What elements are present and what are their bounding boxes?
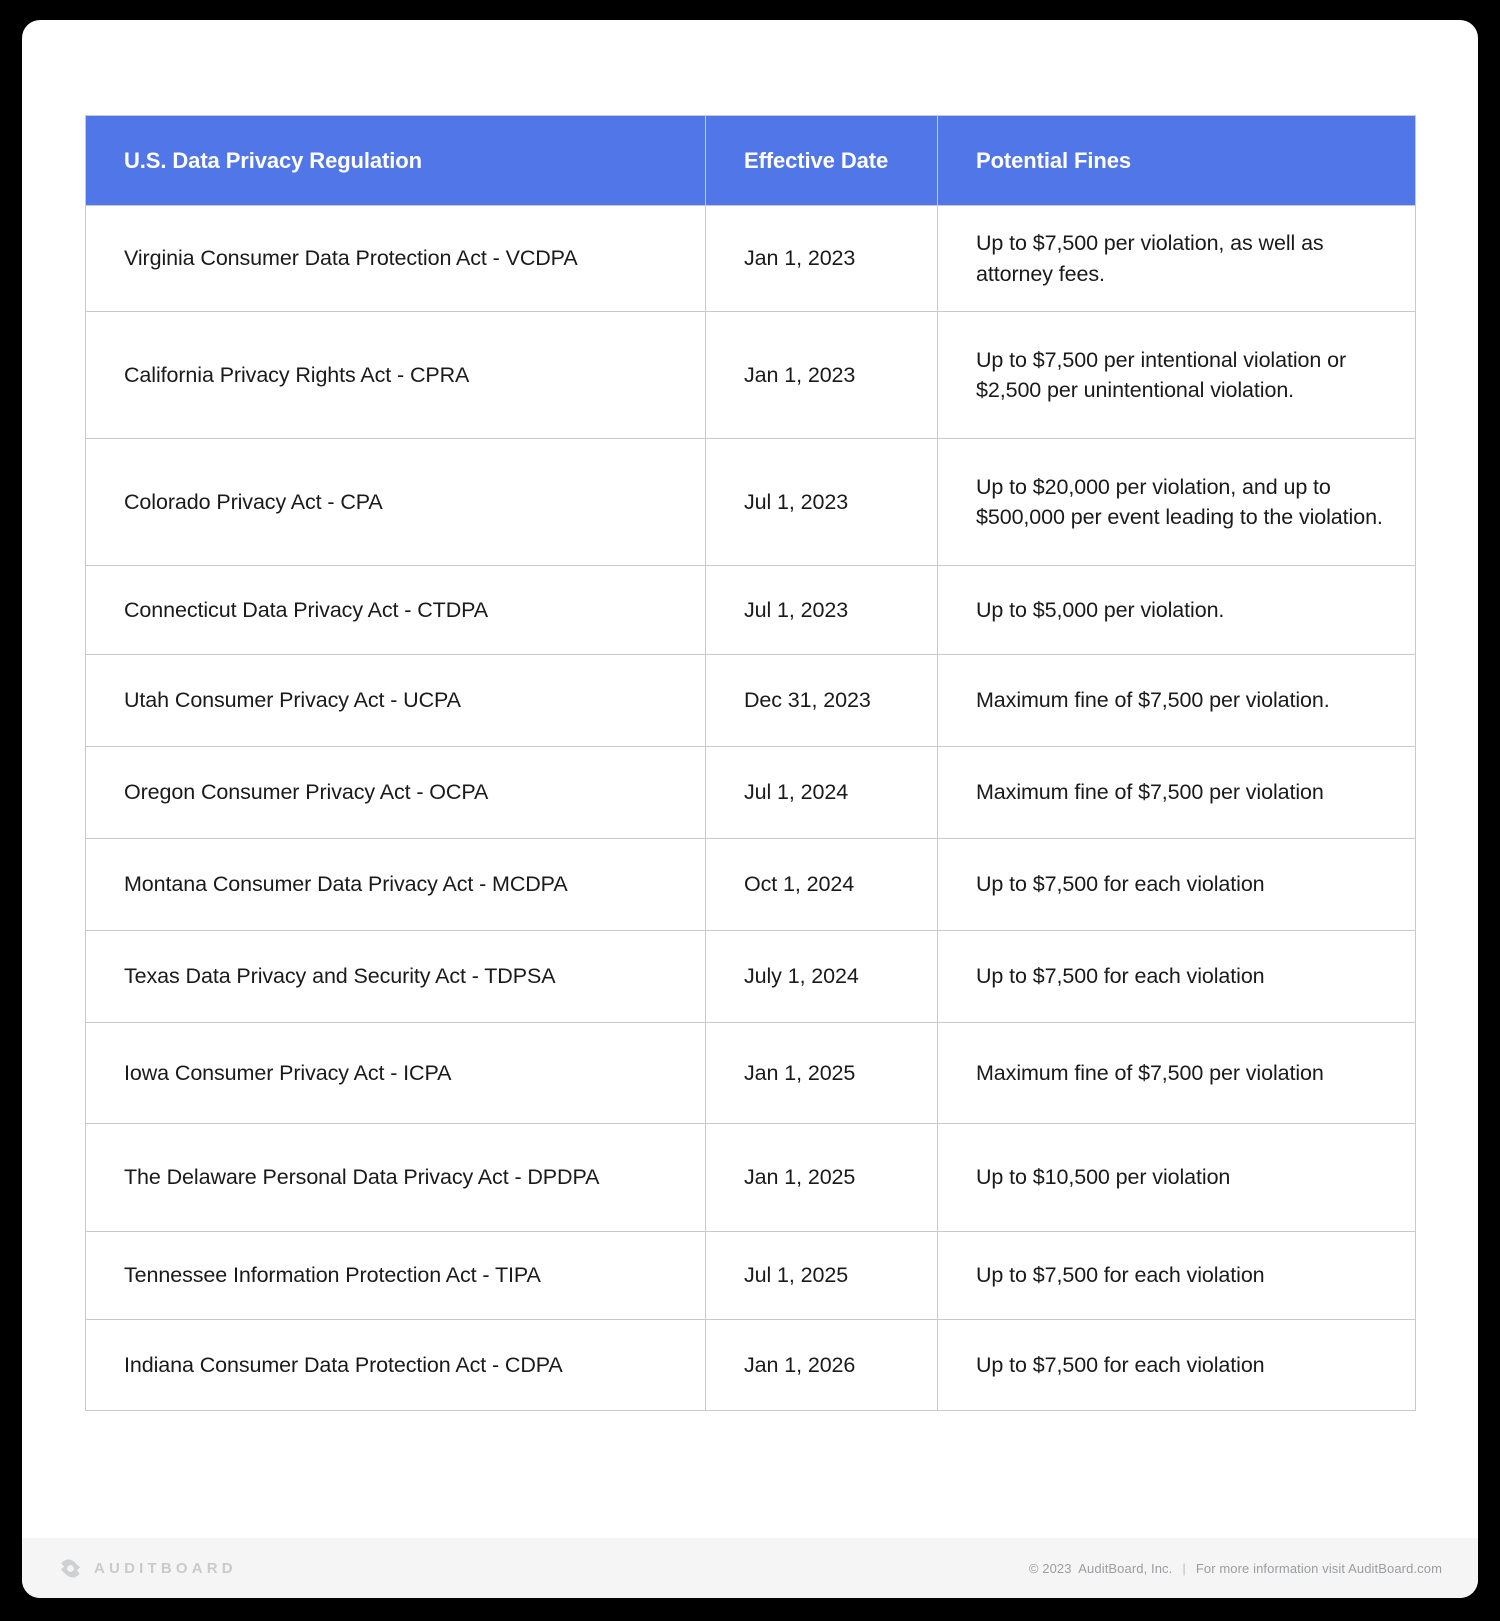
cell-effective-date: Jan 1, 2025 (706, 1023, 938, 1124)
table-row (86, 1320, 1416, 1411)
cell-potential-fines: Up to $10,500 per violation (938, 1124, 1416, 1232)
cell-effective-date: Jan 1, 2023 (706, 312, 938, 439)
footer-legal (1029, 1561, 1442, 1576)
us-data-privacy-regulations-table (85, 115, 1416, 1411)
cell-potential-fines: Up to $7,500 per intentional violation or $2,500 per unintentional violation. (938, 312, 1416, 439)
cell-regulation: Tennessee Information Protection Act - TIPA (86, 1232, 706, 1320)
table-header-row (86, 116, 1416, 206)
cell-regulation: Texas Data Privacy and Security Act - TDPSA (86, 931, 706, 1023)
cell-regulation: Montana Consumer Data Privacy Act - MCDPA (86, 839, 706, 931)
cell-effective-date: Jan 1, 2025 (706, 1124, 938, 1232)
page-footer (22, 1538, 1478, 1598)
cell-effective-date: July 1, 2024 (706, 931, 938, 1023)
brand-name-label: AUDITBOARD (94, 1559, 237, 1577)
cell-effective-date: Oct 1, 2024 (706, 839, 938, 931)
table-row (86, 206, 1416, 312)
cell-effective-date: Jul 1, 2025 (706, 1232, 938, 1320)
table-row (86, 1124, 1416, 1232)
cell-effective-date: Jul 1, 2023 (706, 439, 938, 566)
column-header-potential-fines: Potential Fines (938, 116, 1416, 206)
table-row (86, 1023, 1416, 1124)
cell-potential-fines: Up to $5,000 per violation. (938, 566, 1416, 655)
cell-regulation: Virginia Consumer Data Protection Act - VCDPA (86, 206, 706, 312)
cell-regulation: Iowa Consumer Privacy Act - ICPA (86, 1023, 706, 1124)
more-information-text: For more information visit AuditBoard.com (1195, 1560, 1442, 1576)
cell-potential-fines: Maximum fine of $7,500 per violation (938, 1023, 1416, 1124)
cell-effective-date: Jan 1, 2026 (706, 1320, 938, 1411)
cell-potential-fines: Up to $7,500 for each violation (938, 931, 1416, 1023)
cell-potential-fines: Up to $7,500 for each violation (938, 1232, 1416, 1320)
table-row (86, 747, 1416, 839)
table-row (86, 312, 1416, 439)
cell-regulation: Indiana Consumer Data Protection Act - CDPA (86, 1320, 706, 1411)
cell-potential-fines: Up to $7,500 for each violation (938, 1320, 1416, 1411)
column-header-regulation: U.S. Data Privacy Regulation (86, 116, 706, 206)
footer-separator: | (1182, 1560, 1186, 1576)
brand-lockup (58, 1556, 237, 1581)
cell-potential-fines: Maximum fine of $7,500 per violation. (938, 655, 1416, 747)
cell-regulation: California Privacy Rights Act - CPRA (86, 312, 706, 439)
regulations-table-container (85, 115, 1415, 1411)
cell-regulation: The Delaware Personal Data Privacy Act - DPDPA (86, 1124, 706, 1232)
cell-regulation: Connecticut Data Privacy Act - CTDPA (86, 566, 706, 655)
cell-potential-fines: Up to $7,500 per violation, as well as attorney fees. (938, 206, 1416, 312)
table-row (86, 839, 1416, 931)
table-header (86, 116, 1416, 206)
table-body (86, 206, 1416, 1411)
cell-regulation: Oregon Consumer Privacy Act - OCPA (86, 747, 706, 839)
cell-effective-date: Jan 1, 2023 (706, 206, 938, 312)
cell-effective-date: Jul 1, 2023 (706, 566, 938, 655)
cell-potential-fines: Up to $20,000 per violation, and up to $500,000 per event leading to the violation. (938, 439, 1416, 566)
card-body (22, 20, 1478, 1538)
column-header-effective-date: Effective Date (706, 116, 938, 206)
cell-regulation: Colorado Privacy Act - CPA (86, 439, 706, 566)
cell-potential-fines: Maximum fine of $7,500 per violation (938, 747, 1416, 839)
cell-effective-date: Jul 1, 2024 (706, 747, 938, 839)
table-row (86, 1232, 1416, 1320)
cell-potential-fines: Up to $7,500 for each violation (938, 839, 1416, 931)
auditboard-logo-icon (58, 1556, 83, 1581)
table-row (86, 566, 1416, 655)
cell-effective-date: Dec 31, 2023 (706, 655, 938, 747)
content-card (22, 20, 1478, 1598)
table-row (86, 931, 1416, 1023)
cell-regulation: Utah Consumer Privacy Act - UCPA (86, 655, 706, 747)
table-row (86, 439, 1416, 566)
table-row (86, 655, 1416, 747)
copyright-text: © 2023 AuditBoard, Inc. (1028, 1560, 1173, 1576)
